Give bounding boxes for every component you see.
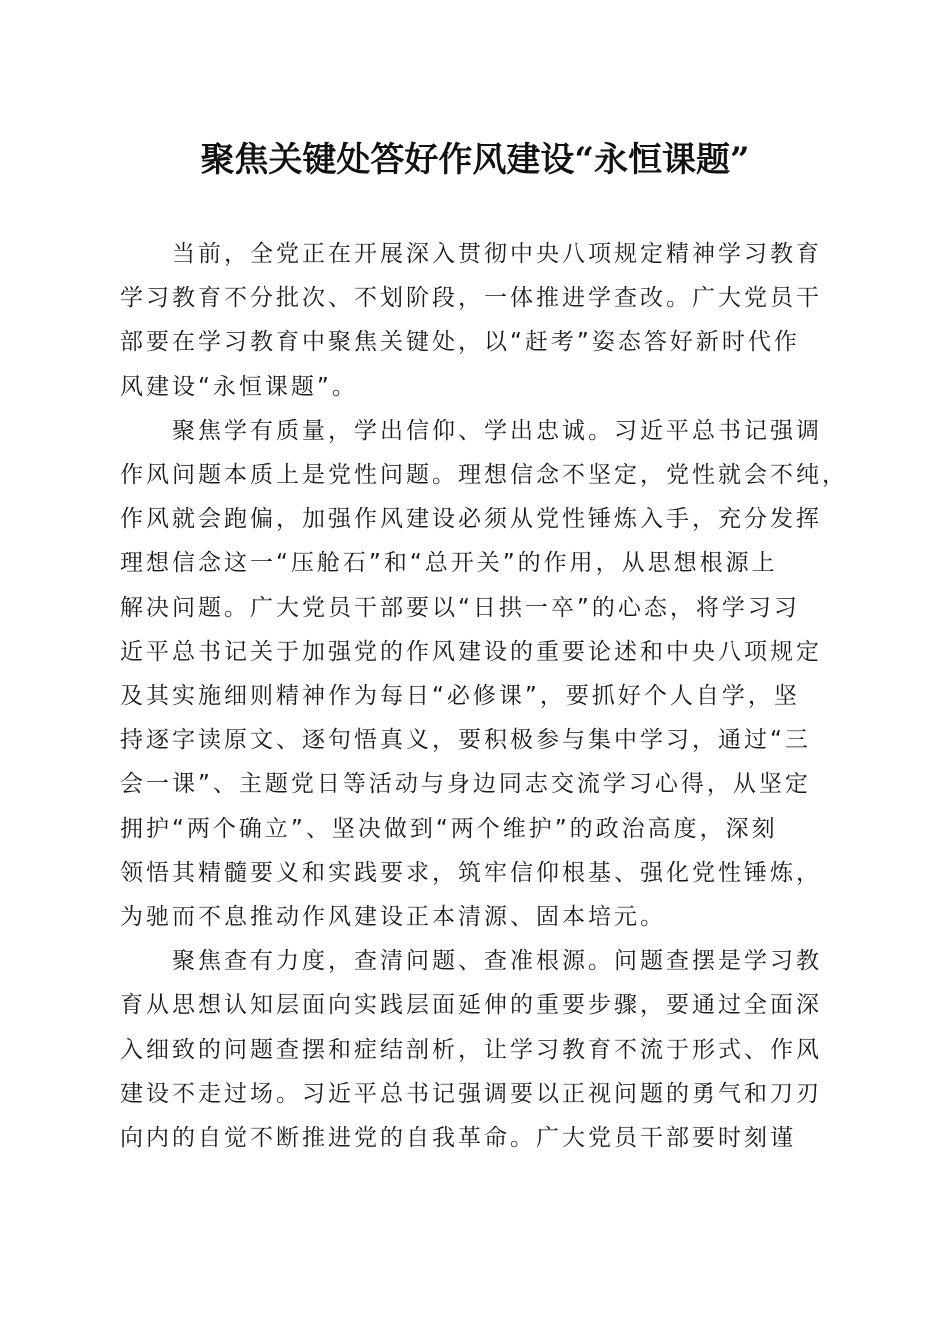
text-line: 入细致的问题查摆和症结剖析，让学习教育不流于形式、作风 bbox=[120, 1036, 822, 1063]
text-line: 作风问题本质上是党性问题。理想信念不坚定，党性就会不纯， bbox=[120, 462, 848, 489]
paragraph-2 bbox=[120, 409, 848, 939]
paragraph-1 bbox=[120, 232, 832, 409]
document-title: 聚焦关键处答好作风建设“永恒课题” bbox=[200, 140, 750, 180]
text-line: 解决问题。广大党员干部要以“日拱一卒”的心态，将学习习 bbox=[120, 594, 800, 621]
text-line: 部要在学习教育中聚焦关键处，以“赶考”姿态答好新时代作 bbox=[120, 329, 800, 356]
document-body bbox=[120, 232, 848, 1160]
text-line: 育从思想认知层面向实践层面延伸的重要步骤，要通过全面深 bbox=[120, 992, 822, 1019]
text-line: 领悟其精髓要义和实践要求，筑牢信仰根基、强化党性锤炼， bbox=[120, 859, 822, 886]
text-line: 近平总书记关于加强党的作风建设的重要论述和中央八项规定 bbox=[120, 638, 822, 665]
text-line: 会一课”、主题党日等活动与身边同志交流学习心得，从坚定 bbox=[120, 771, 811, 798]
text-line: 拥护“两个确立”、坚决做到“两个维护”的政治高度，深刻 bbox=[120, 815, 778, 842]
text-line: 持逐字读原文、逐句悟真义，要积极参与集中学习，通过“三 bbox=[120, 727, 811, 754]
text-line: 为驰而不息推动作风建设正本清源、固本培元。 bbox=[120, 904, 666, 931]
text-line: 聚焦查有力度，查清问题、查准根源。问题查摆是学习教 bbox=[172, 948, 822, 975]
text-line: 当前，全党正在开展深入贯彻中央八项规定精神学习教育 bbox=[172, 241, 822, 267]
text-line: 理想信念这一“压舱石”和“总开关”的作用，从思想根源上 bbox=[120, 550, 778, 577]
paragraph-3 bbox=[120, 939, 832, 1160]
text-line: 风建设“永恒课题”。 bbox=[120, 373, 358, 400]
text-line: 建设不走过场。习近平总书记强调要以正视问题的勇气和刀刃 bbox=[120, 1080, 822, 1107]
text-line: 学习教育不分批次、不划阶段，一体推进学查改。广大党员干 bbox=[120, 285, 822, 312]
text-line: 及其实施细则精神作为每日“必修课”，要抓好个人自学，坚 bbox=[120, 683, 800, 710]
text-line: 聚焦学有质量，学出信仰、学出忠诚。习近平总书记强调 bbox=[172, 417, 822, 444]
text-line: 向内的自觉不断推进党的自我革命。广大党员干部要时刻谨 bbox=[120, 1125, 796, 1152]
text-line: 作风就会跑偏，加强作风建设必须从党性锤炼入手，充分发挥 bbox=[120, 506, 822, 533]
